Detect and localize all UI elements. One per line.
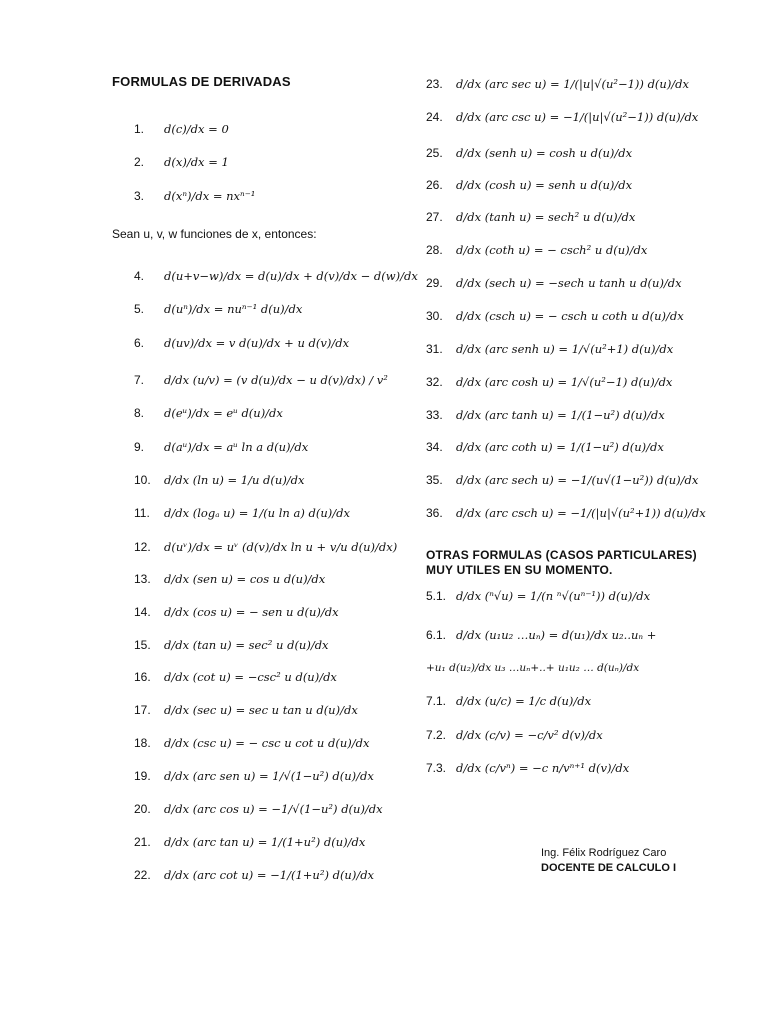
formula-item	[134, 535, 397, 559]
formula-number: 6.1.	[426, 628, 447, 642]
formula-expression: d(x)/dx = 1	[164, 155, 229, 169]
formula-item	[426, 72, 689, 96]
formula-expression: d/dx (arc tan u) = 1/(1+u²) d(u)/dx	[164, 835, 366, 849]
formula-expression: d/dx (c/vⁿ) = −c n/vⁿ⁺¹ d(v)/dx	[456, 761, 630, 775]
formula-expression: d(uⁿ)/dx = nuⁿ⁻¹ d(u)/dx	[164, 302, 303, 316]
formula-expression: d/dx (arc csch u) = −1/(|u|√(u²+1)) d(u)/dx	[456, 506, 706, 520]
formula-expression: d/dx (cos u) = − sen u d(u)/dx	[164, 605, 339, 619]
formula-item	[426, 435, 664, 459]
formula-item	[134, 401, 283, 425]
formula-expression: d/dx (arc sen u) = 1/√(1−u²) d(u)/dx	[164, 769, 374, 783]
formula-expression: d/dx (arc csc u) = −1/(|u|√(u²−1)) d(u)/dx	[456, 110, 699, 124]
formula-expression: d(aᵘ)/dx = aᵘ ln a d(u)/dx	[164, 440, 309, 454]
formula-item	[134, 331, 349, 355]
formula-expression: d/dx (senh u) = cosh u d(u)/dx	[456, 146, 633, 160]
formula-expression: d/dx (arc senh u) = 1/√(u²+1) d(u)/dx	[456, 342, 674, 356]
formula-number: 33.	[426, 408, 443, 422]
formula-number: 30.	[426, 309, 443, 323]
formula-expression: +u₁ d(u₂)/dx u₃ …uₙ+..+ u₁u₂ … d(uₙ)/dx	[426, 662, 640, 674]
formula-expression: d/dx (c/v) = −c/v² d(v)/dx	[456, 728, 603, 742]
formula-item	[426, 656, 639, 680]
formula-item	[426, 304, 684, 328]
formula-item	[134, 264, 418, 288]
signature-name: Ing. Félix Rodríguez Caro	[541, 847, 667, 859]
formula-number: 13.	[134, 572, 151, 586]
formula-number: 22.	[134, 868, 151, 882]
formula-item	[426, 756, 629, 780]
formula-item	[134, 150, 229, 174]
formula-expression: d/dx (tanh u) = sech² u d(u)/dx	[456, 210, 636, 224]
formula-number: 12.	[134, 540, 151, 554]
intro-text: Sean u, v, w funciones de x, entonces:	[112, 227, 317, 241]
formula-number: 3.	[134, 189, 145, 203]
formula-number: 7.1.	[426, 694, 447, 708]
formula-expression: d/dx (csc u) = − csc u cot u d(u)/dx	[164, 736, 370, 750]
formula-item	[426, 238, 647, 262]
formula-expression: d(uᵛ)/dx = uᵛ (d(v)/dx ln u + v/u d(u)/dx)	[164, 540, 398, 554]
formula-expression: d/dx (u/v) = (v d(u)/dx − u d(v)/dx) / v²	[164, 373, 388, 387]
formula-expression: d/dx (arc sec u) = 1/(|u|√(u²−1)) d(u)/dx	[456, 77, 690, 91]
formula-expression: d/dx (ⁿ√u) = 1/(n ⁿ√(uⁿ⁻¹)) d(u)/dx	[456, 589, 651, 603]
formula-expression: d/dx (ln u) = 1/u d(u)/dx	[164, 473, 305, 487]
formula-expression: d/dx (sech u) = −sech u tanh u d(u)/dx	[456, 276, 682, 290]
formula-item	[134, 863, 374, 887]
formula-item	[134, 117, 229, 141]
formula-number: 19.	[134, 769, 151, 783]
formula-item	[134, 184, 255, 208]
formula-number: 5.	[134, 302, 145, 316]
formula-item	[426, 105, 698, 129]
formula-item	[426, 623, 656, 647]
formula-item	[426, 689, 591, 713]
formula-item	[134, 698, 358, 722]
formula-number: 11.	[134, 506, 150, 520]
formula-item	[426, 205, 635, 229]
formula-item	[134, 435, 308, 459]
section-heading-line2: MUY UTILES EN SU MOMENTO.	[426, 563, 613, 577]
page-title: FORMULAS DE DERIVADAS	[112, 74, 291, 89]
formula-expression: d/dx (arc tanh u) = 1/(1−u²) d(u)/dx	[456, 408, 665, 422]
formula-number: 14.	[134, 605, 151, 619]
formula-item	[134, 600, 339, 624]
formula-expression: d/dx (sen u) = cos u d(u)/dx	[164, 572, 326, 586]
formula-expression: d(c)/dx = 0	[164, 122, 229, 136]
signature-role: DOCENTE DE CALCULO I	[541, 862, 677, 874]
formula-item	[134, 633, 329, 657]
formula-item	[134, 368, 388, 392]
formula-number: 23.	[426, 77, 443, 91]
formula-number: 28.	[426, 243, 443, 257]
formula-expression: d/dx (u/c) = 1/c d(u)/dx	[456, 694, 592, 708]
formula-number: 5.1.	[426, 589, 447, 603]
formula-item	[134, 797, 383, 821]
formula-number: 4.	[134, 269, 145, 283]
formula-number: 24.	[426, 110, 443, 124]
formula-item	[426, 141, 632, 165]
formula-expression: d/dx (sec u) = sec u tan u d(u)/dx	[164, 703, 358, 717]
formula-expression: d(u+v−w)/dx = d(u)/dx + d(v)/dx − d(w)/dx	[164, 269, 418, 283]
formula-item	[134, 297, 302, 321]
formula-item	[134, 830, 365, 854]
formula-expression: d/dx (cot u) = −csc² u d(u)/dx	[164, 670, 337, 684]
formula-expression: d/dx (cosh u) = senh u d(u)/dx	[456, 178, 633, 192]
formula-number: 7.2.	[426, 728, 447, 742]
formula-expression: d/dx (logₐ u) = 1/(u ln a) d(u)/dx	[164, 506, 350, 520]
formula-number: 32.	[426, 375, 443, 389]
formula-item	[426, 337, 673, 361]
formula-item	[134, 468, 305, 492]
formula-expression: d(xⁿ)/dx = nxⁿ⁻¹	[164, 189, 256, 203]
formula-number: 1.	[134, 122, 145, 136]
formula-number: 7.	[134, 373, 145, 387]
formula-number: 7.3.	[426, 761, 447, 775]
formula-item	[134, 567, 325, 591]
formula-item	[426, 723, 603, 747]
formula-expression: d/dx (tan u) = sec² u d(u)/dx	[164, 638, 329, 652]
formula-number: 18.	[134, 736, 151, 750]
formula-number: 15.	[134, 638, 151, 652]
formula-item	[426, 403, 665, 427]
section-heading: OTRAS FORMULAS (CASOS PARTICULARES)	[426, 548, 697, 562]
formula-item	[134, 731, 369, 755]
formula-item	[426, 584, 650, 608]
formula-expression: d(eᵘ)/dx = eᵘ d(u)/dx	[164, 406, 283, 420]
formula-item	[426, 501, 706, 525]
formula-item	[134, 501, 350, 525]
formula-item	[134, 764, 374, 788]
formula-number: 16.	[134, 670, 151, 684]
formula-expression: d/dx (arc cos u) = −1/√(1−u²) d(u)/dx	[164, 802, 383, 816]
formula-number: 6.	[134, 336, 145, 350]
formula-expression: d/dx (arc sech u) = −1/(u√(1−u²)) d(u)/dx	[456, 473, 699, 487]
formula-number: 27.	[426, 210, 443, 224]
formula-expression: d/dx (csch u) = − csch u coth u d(u)/dx	[456, 309, 684, 323]
formula-number: 21.	[134, 835, 151, 849]
formula-number: 2.	[134, 155, 145, 169]
formula-number: 10.	[134, 473, 151, 487]
formula-number: 9.	[134, 440, 145, 454]
formula-number: 35.	[426, 473, 443, 487]
formula-number: 36.	[426, 506, 443, 520]
formula-number: 25.	[426, 146, 443, 160]
formula-expression: d/dx (arc cot u) = −1/(1+u²) d(u)/dx	[164, 868, 375, 882]
formula-item	[426, 370, 672, 394]
formula-number: 26.	[426, 178, 443, 192]
formula-item	[134, 665, 337, 689]
formula-number: 29.	[426, 276, 443, 290]
formula-expression: d/dx (u₁u₂ …uₙ) = d(u₁)/dx u₂..uₙ +	[456, 628, 657, 642]
formula-number: 34.	[426, 440, 443, 454]
formula-item	[426, 271, 682, 295]
formula-expression: d(uv)/dx = v d(u)/dx + u d(v)/dx	[164, 336, 350, 350]
formula-expression: d/dx (arc coth u) = 1/(1−u²) d(u)/dx	[456, 440, 664, 454]
formula-number: 31.	[426, 342, 443, 356]
formula-number: 8.	[134, 406, 145, 420]
formula-item	[426, 468, 698, 492]
formula-number: 20.	[134, 802, 151, 816]
formula-expression: d/dx (arc cosh u) = 1/√(u²−1) d(u)/dx	[456, 375, 673, 389]
formula-item	[426, 173, 632, 197]
formula-number: 17.	[134, 703, 151, 717]
formula-expression: d/dx (coth u) = − csch² u d(u)/dx	[456, 243, 648, 257]
